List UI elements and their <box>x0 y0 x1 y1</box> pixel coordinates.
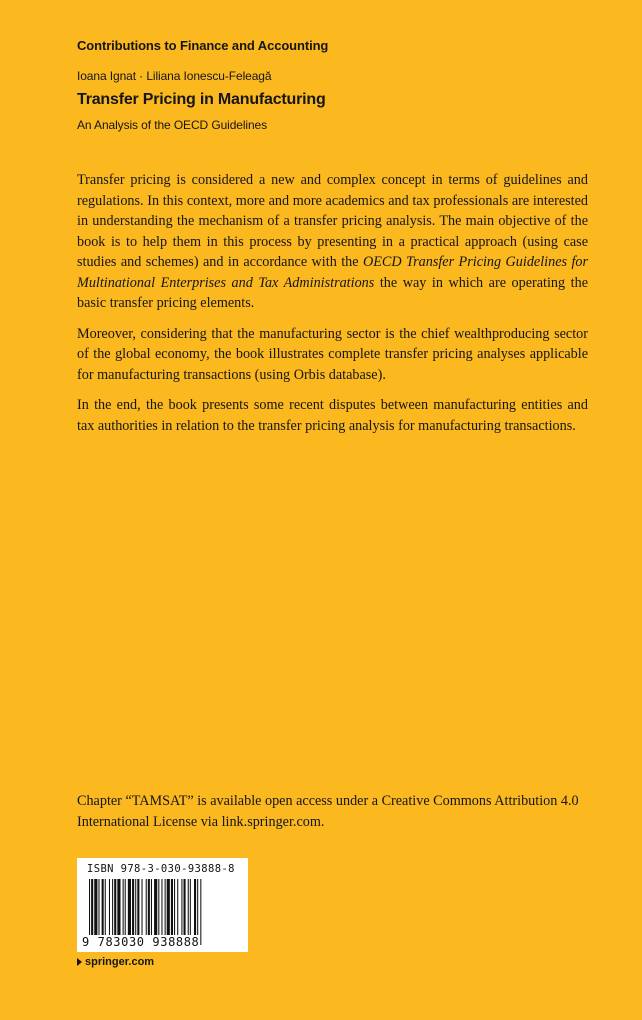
blurb-paragraph-1 <box>77 170 588 314</box>
triangle-right-icon <box>77 958 82 966</box>
blurb-paragraph-3: In the end, the book presents some recent disputes between manufacturing entities and tax authorities in relation to the transfer pricing analysis for manufacturing transactions. <box>77 397 588 434</box>
isbn-label: ISBN 978-3-030-93888-8 <box>87 863 235 875</box>
guidelines-title: OECD Transfer Pricing Guidelines for Multinational Enterprises and Tax Administrations <box>77 254 588 291</box>
barcode-box <box>77 858 248 952</box>
blurb-p1-start: Transfer pricing is considered a new and complex concept in terms of guidelines and regulations. In this context, more and more academics and tax professionals are interested in understanding the mechanism of a transfer pricing analysis. The main objective of the book is to help them in this process by presenting in a practical approach (using case studies and schemes) and in accordance with the <box>77 172 588 270</box>
book-subtitle: An Analysis of the OECD Guidelines <box>77 118 268 132</box>
open-access-note: Chapter “TAMSAT” is available open access under a Creative Commons Attribution 4.0 International License via link.springer.com. <box>77 793 579 830</box>
blurb-paragraph-2: Moreover, considering that the manufacturing sector is the chief wealthproducing sector of the global economy, the book illustrates complete transfer pricing analyses applicable for manufacturing transactions (using Orbis database). <box>77 325 588 383</box>
book-title: Transfer Pricing in Manufacturing <box>77 91 326 108</box>
publisher-link[interactable] <box>77 956 154 968</box>
barcode-digits: 9 783030 938888 <box>82 935 200 949</box>
authors: Ioana Ignat · Liliana Ionescu-Feleagă <box>77 69 272 83</box>
blurb <box>77 170 588 446</box>
publisher-url: springer.com <box>85 956 155 968</box>
series-name: Contributions to Finance and Accounting <box>77 38 329 53</box>
blurb-p1-end: the way in which are operating the basic transfer pricing elements. <box>77 274 588 311</box>
